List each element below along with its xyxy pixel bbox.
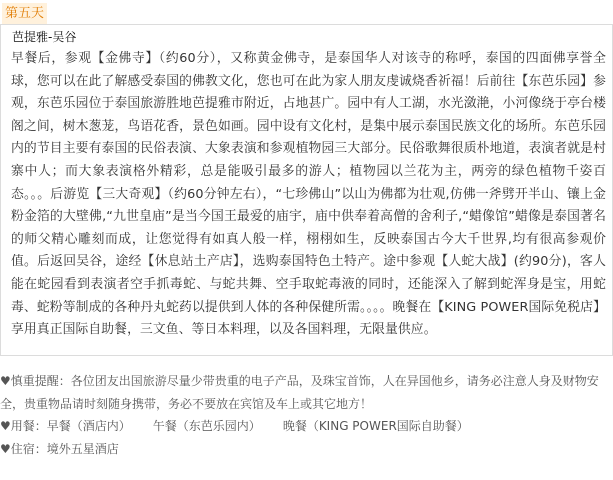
- day-title-label: 第五天: [2, 3, 47, 25]
- reminder-text: 慎重提醒：各位团友出国旅游尽量少带贵重的电子产品，及珠宝首饰，人在异国他乡，请务必注意人身及财物安全，贵重物品请时刻随身携带，务必不要放在宾馆及车上或其它地方！: [0, 374, 599, 411]
- itinerary-description: 早餐后，参观【金佛寺】（约60分），又称黄金佛寺，是泰国华人对该寺的称呼，泰国的四面佛享誉全球，您可以在此了解感受泰国的佛教文化，您也可在此为家人朋友虔诚烧香祈福！后前往【东芭乐园】参观，东芭乐园位于泰国旅游胜地芭提雅市附近，占地甚广。园中有人工湖，水光潋滟，小河像绕于亭台楼阁之间，树木葱茏，鸟语花香，景色如画。园中设有文化村，是集中展示泰国民族文化的场所。东芭乐园内的节目主要有泰国的民俗表演、大象表演和参观植物园三大部分。民俗歌舞很质朴地道，表演者就是村寨中人；而大象表演格外精彩，总是能吸引最多的游人；植物园以兰花为主，两旁的绿色植物千姿百态。。。后游览【三大奇观】（约60分钟左右），“七珍佛山”以山为佛都为壮观,仿佛一斧劈开半山、镶上金粉金箔的大壁佛,“九世皇庙”是当今国王最爱的庙宇，庙中供奉着高僧的舍利子,“蜡像馆”蜡像是泰国著名的师父精心雕刻而成，让您觉得有如真人般一样，栩栩如生，反映泰国古今大千世界,均有很高参观价值。后返回吴谷，途经【休息站土产店】，选购泰国特色土特产。途中参观【人蛇大战】(约90分)，客人能在蛇园看到表演者空手抓毒蛇、与蛇共舞、空手取蛇毒液的同时，还能深入了解到蛇浑身是宝，用蛇毒、蛇粉等制成的各种丹丸蛇药以提供到人体的各种保健所需。。。。晚餐在【KING POWER国际免税店】享用真正国际自助餐，三文鱼、等日本料理，以及各国料理，无限量供应。: [11, 51, 606, 338]
- heart-icon: ♥: [0, 374, 11, 388]
- day-title: [2, 2, 97, 24]
- lodging-text: 住宿：境外五星酒店: [10, 441, 119, 456]
- meal-lunch: 午餐（东芭乐园内）: [152, 419, 261, 433]
- lodging-note: [0, 438, 613, 461]
- meals-label: 用餐：: [10, 419, 47, 433]
- notes-section: [0, 370, 613, 460]
- meal-breakfast: 早餐（酒店内）: [46, 419, 131, 433]
- reminder-note: [0, 370, 600, 415]
- meals-note: [0, 415, 613, 438]
- itinerary-card: [0, 24, 613, 356]
- heart-icon: ♥: [0, 441, 11, 456]
- heart-icon: ♥: [0, 419, 11, 433]
- route-title: 芭提雅-吴谷: [12, 30, 77, 44]
- meal-dinner: 晚餐（KING POWER国际自助餐）: [282, 419, 469, 433]
